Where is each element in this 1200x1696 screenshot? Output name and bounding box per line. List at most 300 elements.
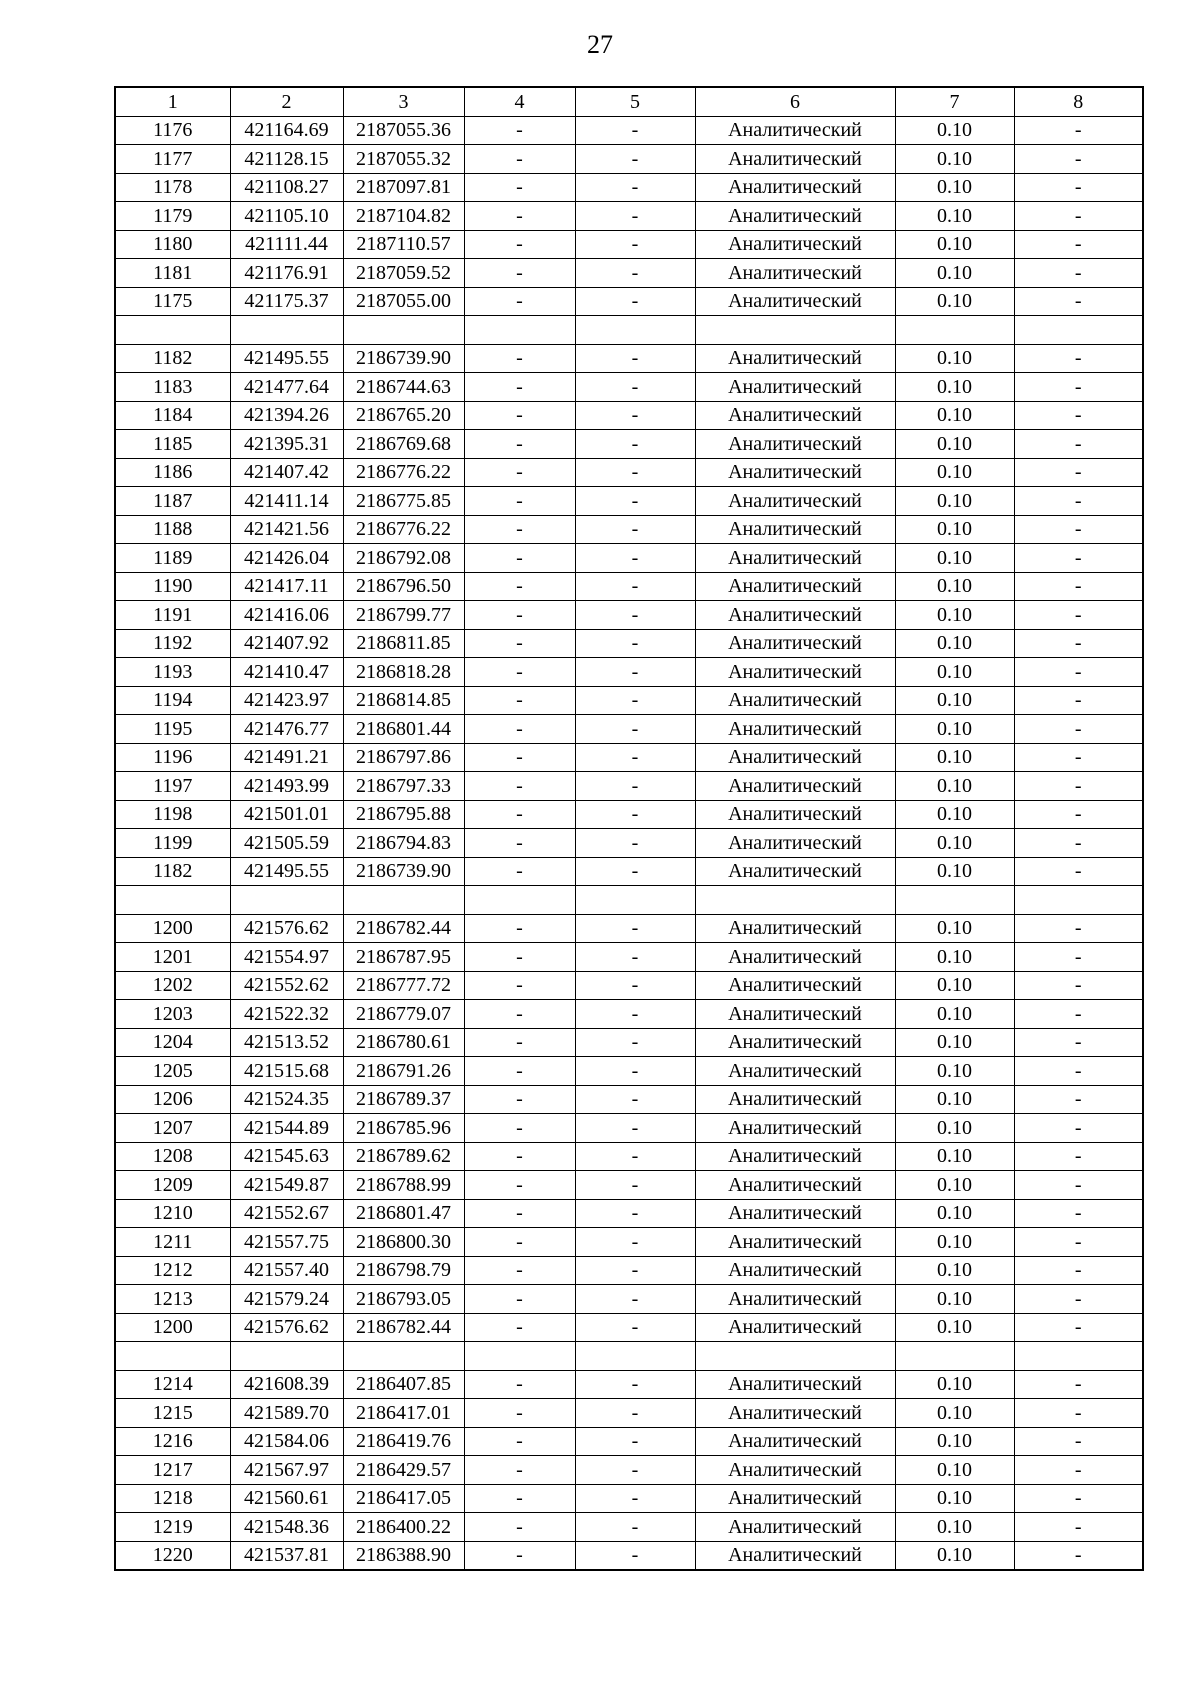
table-row [115,1028,1143,1057]
table-header [115,87,1143,116]
table-cell: - [1014,943,1143,972]
table-row [115,1313,1143,1342]
table-cell: Аналитический [695,1228,895,1257]
table-cell: Аналитический [695,1285,895,1314]
table-cell: Аналитический [695,1256,895,1285]
table-cell: - [464,458,575,487]
table-cell: Аналитический [695,1114,895,1143]
table-cell [464,886,575,915]
table-cell: 1175 [115,287,230,316]
table-cell: 2186800.30 [343,1228,464,1257]
table-cell: - [464,800,575,829]
table-cell [1014,316,1143,345]
table-cell: - [575,686,695,715]
table-cell: - [464,1057,575,1086]
table-cell: - [575,800,695,829]
table-cell: 1184 [115,401,230,430]
table-cell [230,316,343,345]
table-cell: 2186782.44 [343,1313,464,1342]
table-cell: Аналитический [695,458,895,487]
table-cell: - [575,629,695,658]
table-cell: - [575,1313,695,1342]
table-cell: - [1014,686,1143,715]
table-cell: 421545.63 [230,1142,343,1171]
table-cell: - [575,1285,695,1314]
table-cell: 421491.21 [230,743,343,772]
table-cell: - [464,401,575,430]
table-cell: Аналитический [695,1199,895,1228]
table-cell: 1212 [115,1256,230,1285]
table-cell: - [464,1228,575,1257]
table-cell: - [575,943,695,972]
table-cell: - [464,430,575,459]
table-cell: 0.10 [895,1228,1014,1257]
table-cell [1014,886,1143,915]
table-cell: 421554.97 [230,943,343,972]
table-cell: 2186765.20 [343,401,464,430]
table-cell: Аналитический [695,230,895,259]
table-cell: - [575,1541,695,1570]
table-cell: 2186797.86 [343,743,464,772]
table-cell: Аналитический [695,857,895,886]
table-cell: - [464,373,575,402]
table-cell: - [464,572,575,601]
table-cell: 421410.47 [230,658,343,687]
table-cell: - [1014,1541,1143,1570]
table-cell: 421552.62 [230,971,343,1000]
table-cell: 1191 [115,601,230,630]
table-cell [575,886,695,915]
table-cell: 1203 [115,1000,230,1029]
table-cell: 2186779.07 [343,1000,464,1029]
table-cell: - [575,173,695,202]
table-cell: 0.10 [895,1427,1014,1456]
table-cell [230,886,343,915]
table-cell [464,1342,575,1371]
table-cell: 421476.77 [230,715,343,744]
table-cell: - [575,971,695,1000]
table-cell: 0.10 [895,344,1014,373]
table-cell [343,316,464,345]
separator-row [115,1342,1143,1371]
table-cell: 2186789.37 [343,1085,464,1114]
table-cell [895,1342,1014,1371]
table-cell: - [575,1171,695,1200]
table-cell: 421417.11 [230,572,343,601]
table-cell: - [464,116,575,145]
table-cell: 421495.55 [230,344,343,373]
table-cell: 1180 [115,230,230,259]
table-cell: - [1014,601,1143,630]
table-cell: 1218 [115,1484,230,1513]
table-cell: - [464,943,575,972]
table-cell: 1220 [115,1541,230,1570]
table-cell: 2186791.26 [343,1057,464,1086]
table-cell: 0.10 [895,1000,1014,1029]
table-cell: - [464,1313,575,1342]
table-cell: 0.10 [895,1085,1014,1114]
table-cell: Аналитический [695,829,895,858]
table-cell: 2186794.83 [343,829,464,858]
table-cell: 0.10 [895,544,1014,573]
table-cell: 0.10 [895,1199,1014,1228]
table-cell: 421108.27 [230,173,343,202]
table-row [115,116,1143,145]
table-cell: - [575,829,695,858]
table-cell: 421579.24 [230,1285,343,1314]
table-cell: 421175.37 [230,287,343,316]
table-row [115,1171,1143,1200]
table-cell: - [1014,829,1143,858]
table-cell: 2186818.28 [343,658,464,687]
table-cell: - [464,1285,575,1314]
table-row [115,1057,1143,1086]
table-cell: 421557.75 [230,1228,343,1257]
table-cell: - [575,344,695,373]
table-row [115,344,1143,373]
table-cell: 421567.97 [230,1456,343,1485]
table-cell: - [464,971,575,1000]
table-row [115,1142,1143,1171]
table-cell: 2186787.95 [343,943,464,972]
table-cell: 421111.44 [230,230,343,259]
table-cell: Аналитический [695,800,895,829]
table-cell: 0.10 [895,1285,1014,1314]
table-cell [343,886,464,915]
table-cell: 1206 [115,1085,230,1114]
table-cell: 421407.92 [230,629,343,658]
table-cell: Аналитический [695,772,895,801]
table-cell: 1185 [115,430,230,459]
table-cell: - [1014,1513,1143,1542]
table-row [115,487,1143,516]
table-cell: 0.10 [895,401,1014,430]
table-cell: - [464,1399,575,1428]
table-cell: 2186798.79 [343,1256,464,1285]
table-cell [895,316,1014,345]
table-cell: Аналитический [695,715,895,744]
table-cell: - [1014,1199,1143,1228]
table-cell: 1219 [115,1513,230,1542]
table-cell: 0.10 [895,430,1014,459]
table-row [115,430,1143,459]
table-cell: - [575,1199,695,1228]
table-cell: - [464,202,575,231]
table-cell: - [575,1399,695,1428]
table-cell: 2186801.44 [343,715,464,744]
table-cell: - [1014,515,1143,544]
table-cell: - [464,658,575,687]
table-cell: Аналитический [695,943,895,972]
table-cell: - [464,1199,575,1228]
table-cell: 0.10 [895,1399,1014,1428]
table-row [115,572,1143,601]
table-cell: 1178 [115,173,230,202]
table-cell: 2186801.47 [343,1199,464,1228]
table-cell: 0.10 [895,772,1014,801]
table-cell: 1192 [115,629,230,658]
table-cell: 421576.62 [230,914,343,943]
table-cell: - [1014,743,1143,772]
table-cell: Аналитический [695,344,895,373]
table-cell: - [1014,373,1143,402]
table-cell: - [575,487,695,516]
table-cell: Аналитический [695,145,895,174]
table-cell: 421426.04 [230,544,343,573]
table-cell: - [464,601,575,630]
table-cell: 421477.64 [230,373,343,402]
table-cell: Аналитический [695,971,895,1000]
table-cell: - [464,857,575,886]
table-cell: - [575,743,695,772]
table-cell: - [575,544,695,573]
table-cell: 1181 [115,259,230,288]
table-cell: - [575,1228,695,1257]
table-cell [695,1342,895,1371]
table-cell: - [575,1000,695,1029]
table-cell: - [1014,344,1143,373]
table-cell: - [1014,230,1143,259]
table-cell [695,886,895,915]
table-cell: Аналитический [695,658,895,687]
table-row [115,1285,1143,1314]
table-cell: 1187 [115,487,230,516]
table-cell: 421495.55 [230,857,343,886]
table-cell: - [575,145,695,174]
table-cell: 1186 [115,458,230,487]
table-cell: - [575,1114,695,1143]
table-cell: 0.10 [895,173,1014,202]
table-body [115,116,1143,1570]
table-cell: 1179 [115,202,230,231]
header-cell: 5 [575,87,695,116]
table-cell: 2186811.85 [343,629,464,658]
table-cell: 2186419.76 [343,1427,464,1456]
table-row [115,1228,1143,1257]
table-cell: - [1014,287,1143,316]
table-cell: - [1014,458,1143,487]
table-cell: 421407.42 [230,458,343,487]
table-cell: - [1014,572,1143,601]
table-row [115,1199,1143,1228]
table-cell: Аналитический [695,259,895,288]
table-cell: 0.10 [895,145,1014,174]
table-cell [115,886,230,915]
table-cell: - [1014,1085,1143,1114]
table-cell: - [1014,772,1143,801]
table-row [115,1114,1143,1143]
header-cell: 1 [115,87,230,116]
table-cell: - [575,1028,695,1057]
table-cell: - [575,401,695,430]
table-row [115,515,1143,544]
table-cell: 2186788.99 [343,1171,464,1200]
table-cell: - [464,772,575,801]
table-cell: 1216 [115,1427,230,1456]
table-cell: 0.10 [895,971,1014,1000]
table-cell: Аналитический [695,515,895,544]
table-cell: - [575,857,695,886]
table-cell: - [464,1513,575,1542]
table-cell: 421552.67 [230,1199,343,1228]
table-row [115,373,1143,402]
table-cell: - [1014,1228,1143,1257]
table-cell: Аналитический [695,1427,895,1456]
table-cell: 421589.70 [230,1399,343,1428]
table-row [115,772,1143,801]
table-row [115,1399,1143,1428]
table-cell: 1189 [115,544,230,573]
table-cell: - [1014,1057,1143,1086]
table-cell: 0.10 [895,1028,1014,1057]
table-cell: - [1014,145,1143,174]
table-row [115,287,1143,316]
table-cell: 1205 [115,1057,230,1086]
table-cell: - [1014,1114,1143,1143]
table-row [115,230,1143,259]
table-cell: 0.10 [895,1114,1014,1143]
table-cell: 421176.91 [230,259,343,288]
table-cell: - [1014,202,1143,231]
table-cell: 2186780.61 [343,1028,464,1057]
table-row [115,1484,1143,1513]
table-cell: - [1014,1000,1143,1029]
table-cell: 421522.32 [230,1000,343,1029]
table-cell: 0.10 [895,1256,1014,1285]
table-cell: - [575,373,695,402]
table-cell: 1177 [115,145,230,174]
table-cell: 421544.89 [230,1114,343,1143]
table-cell: 0.10 [895,1171,1014,1200]
table-row [115,202,1143,231]
table-row [115,401,1143,430]
table-cell: 421164.69 [230,116,343,145]
table-cell: - [464,686,575,715]
table-cell: - [575,515,695,544]
table-cell: Аналитический [695,1399,895,1428]
table-row [115,658,1143,687]
table-cell: - [575,259,695,288]
table-cell: 421548.36 [230,1513,343,1542]
table-cell: 2186429.57 [343,1456,464,1485]
table-cell: - [575,230,695,259]
table-cell: 421560.61 [230,1484,343,1513]
table-cell: 421423.97 [230,686,343,715]
table-row [115,715,1143,744]
table-cell: 2186789.62 [343,1142,464,1171]
table-cell: 0.10 [895,116,1014,145]
table-cell: Аналитический [695,487,895,516]
table-cell: 2187059.52 [343,259,464,288]
header-cell: 2 [230,87,343,116]
table-cell: 0.10 [895,373,1014,402]
table-cell: 0.10 [895,857,1014,886]
table-cell: 0.10 [895,686,1014,715]
table-cell: - [464,1000,575,1029]
table-cell: 0.10 [895,1513,1014,1542]
table-cell: 0.10 [895,287,1014,316]
table-cell: 0.10 [895,1484,1014,1513]
table-cell: - [575,1484,695,1513]
table-cell: - [464,1028,575,1057]
table-cell: 421395.31 [230,430,343,459]
table-cell: 421493.99 [230,772,343,801]
table-cell: 0.10 [895,202,1014,231]
table-cell: Аналитический [695,544,895,573]
table-cell: 0.10 [895,943,1014,972]
table-cell: - [464,1370,575,1399]
table-cell: Аналитический [695,173,895,202]
table-cell: 0.10 [895,487,1014,516]
table-row [115,1370,1143,1399]
table-cell: 0.10 [895,1456,1014,1485]
table-cell: 2187055.32 [343,145,464,174]
table-cell: - [464,1456,575,1485]
table-row [115,1000,1143,1029]
table-cell: Аналитический [695,1370,895,1399]
table-cell: 2186739.90 [343,344,464,373]
table-cell: 0.10 [895,458,1014,487]
table-cell: Аналитический [695,1513,895,1542]
table-cell [895,886,1014,915]
table-cell: - [575,772,695,801]
table-cell: 2186799.77 [343,601,464,630]
table-cell: 1211 [115,1228,230,1257]
table-cell: - [575,572,695,601]
table-cell: Аналитический [695,116,895,145]
table-cell: - [1014,1256,1143,1285]
table-cell: 421557.40 [230,1256,343,1285]
table-cell [1014,1342,1143,1371]
table-cell: 0.10 [895,800,1014,829]
table-cell: - [464,1484,575,1513]
table-cell: 0.10 [895,259,1014,288]
table-cell: - [464,629,575,658]
table-cell: 421515.68 [230,1057,343,1086]
table-cell: - [1014,971,1143,1000]
table-cell: - [1014,914,1143,943]
table-cell: Аналитический [695,1456,895,1485]
table-cell: - [464,1142,575,1171]
table-cell: - [1014,487,1143,516]
table-cell: - [1014,1399,1143,1428]
table-cell: 2186769.68 [343,430,464,459]
table-cell: - [464,1085,575,1114]
table-cell: - [575,1456,695,1485]
separator-row [115,316,1143,345]
table-cell: Аналитический [695,202,895,231]
table-cell: - [1014,401,1143,430]
table-cell: Аналитический [695,1171,895,1200]
table-row [115,1456,1143,1485]
page-number: 27 [587,30,613,59]
table-cell: - [1014,1370,1143,1399]
table-cell: - [464,1114,575,1143]
table-cell: 1202 [115,971,230,1000]
table-cell: - [1014,857,1143,886]
table-cell: Аналитический [695,1085,895,1114]
table-cell: - [464,259,575,288]
table-cell: - [464,1427,575,1456]
table-row [115,601,1143,630]
table-cell: 0.10 [895,914,1014,943]
table-row [115,145,1143,174]
table-cell: - [464,1171,575,1200]
table-cell: - [1014,1313,1143,1342]
table-cell: 1213 [115,1285,230,1314]
table-cell: 0.10 [895,1313,1014,1342]
table-cell: 1200 [115,1313,230,1342]
